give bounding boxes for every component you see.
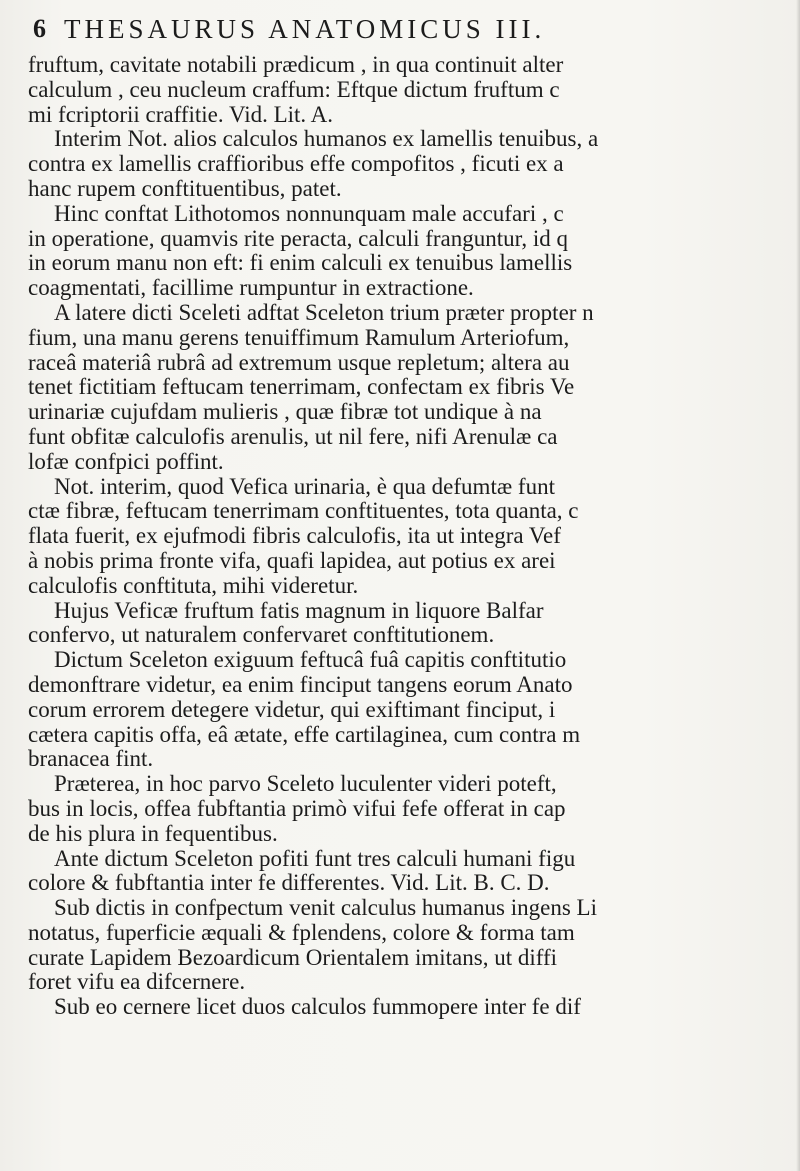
text-line: A latere dicti Sceleti adftat Sceleton trium præter propter n bbox=[54, 300, 594, 325]
text-line: confervo, ut naturalem confervaret conftitutionem. bbox=[28, 623, 495, 648]
text-line: corum errorem detegere videtur, qui exiftimant finciput, i bbox=[28, 697, 556, 722]
text-line: foret vifu ea difcernere. bbox=[28, 970, 246, 995]
text-line: curate Lapidem Bezoardicum Orientalem imitans, ut diffi bbox=[28, 945, 558, 970]
text-line: tenet fictitiam feftucam tenerrimam, confectam ex fibris Ve bbox=[28, 375, 575, 400]
text-line: fium, una manu gerens tenuiffimum Ramulum Arteriofum, bbox=[28, 325, 570, 350]
text-line: coagmentati, facillime rumpuntur in extractione. bbox=[28, 276, 474, 301]
text-line: fruftum, cavitate notabili prædicum , in qua continuit alter bbox=[28, 53, 564, 77]
text-line: contra ex lamellis craffioribus effe compofitos , ficuti ex a bbox=[28, 152, 564, 177]
text-line: Dictum Sceleton exiguum feftucâ fuâ capitis conftitutio bbox=[54, 648, 567, 673]
text-line: Præterea, in hoc parvo Sceleto luculenter videri poteft, bbox=[54, 772, 557, 797]
text-line: de his plura in fequentibus. bbox=[28, 821, 278, 846]
text-line: Ante dictum Sceleton pofiti funt tres calculi humani figu bbox=[54, 846, 576, 871]
running-head: THESAURUS ANATOMICUS III. bbox=[64, 14, 546, 44]
text-line: cætera capitis offa, eâ ætate, effe cartilaginea, cum contra m bbox=[28, 722, 581, 747]
text-line: bus in locis, offea fubftantia primò vifui fefe offerat in cap bbox=[28, 796, 566, 821]
text-line: hanc rupem conftituentibus, patet. bbox=[28, 176, 342, 201]
text-line: in operatione, quamvis rite peracta, calculi franguntur, id q bbox=[28, 226, 569, 251]
body-text bbox=[28, 53, 800, 1020]
page-edge-shadow bbox=[796, 0, 800, 1171]
text-line: colore & fubftantia inter fe differentes. Vid. Lit. B. C. D. bbox=[28, 871, 550, 896]
text-line: Interim Not. alios calculos humanos ex lamellis tenuibus, a bbox=[54, 127, 599, 152]
text-line: funt obfitæ calculofis arenulis, ut nil fere, nifi Arenulæ ca bbox=[28, 424, 558, 449]
text-line: demonftrare videtur, ea enim finciput tangens eorum Anato bbox=[28, 672, 573, 697]
text-line: calculum , ceu nucleum craffum: Eftque dictum fruftum c bbox=[28, 77, 560, 102]
page-header bbox=[0, 8, 800, 48]
text-line: Hujus Veficæ fruftum fatis magnum in liquore Balfar bbox=[54, 598, 544, 623]
text-line: Sub eo cernere licet duos calculos fummopere inter fe dif bbox=[54, 995, 581, 1020]
text-line: Sub dictis in confpectum venit calculus humanus ingens Li bbox=[54, 896, 597, 921]
text-line: calculofis conftituta, mihi videretur. bbox=[28, 573, 359, 598]
text-line: Not. interim, quod Vefica urinaria, è qua defumtæ funt bbox=[54, 474, 555, 499]
text-line: ctæ fibræ, feftucam tenerrimam conftituentes, tota quanta, c bbox=[28, 499, 579, 524]
text-line: mi fcriptorii craffitie. Vid. Lit. A. bbox=[28, 102, 334, 127]
page-number: 6 bbox=[33, 14, 46, 43]
text-line: raceâ materiâ rubrâ ad extremum usque repletum; altera au bbox=[28, 350, 570, 375]
text-line: lofæ confpici poffint. bbox=[28, 449, 224, 474]
text-line: notatus, fuperficie æquali & fplendens, colore & forma tam bbox=[28, 920, 575, 945]
text-line: Hinc conftat Lithotomos nonnunquam male accufari , c bbox=[54, 201, 564, 226]
text-line: branacea fint. bbox=[28, 747, 154, 772]
text-line: urinariæ cujufdam mulieris , quæ fibræ tot undique à na bbox=[28, 400, 542, 425]
text-line: à nobis prima fronte vifa, quafi lapidea, aut potius ex arei bbox=[28, 548, 556, 573]
text-line: in eorum manu non eft: fi enim calculi ex tenuibus lamellis bbox=[28, 251, 573, 276]
text-line: flata fuerit, ex ejufmodi fibris calculofis, ita ut integra Vef bbox=[28, 524, 561, 549]
